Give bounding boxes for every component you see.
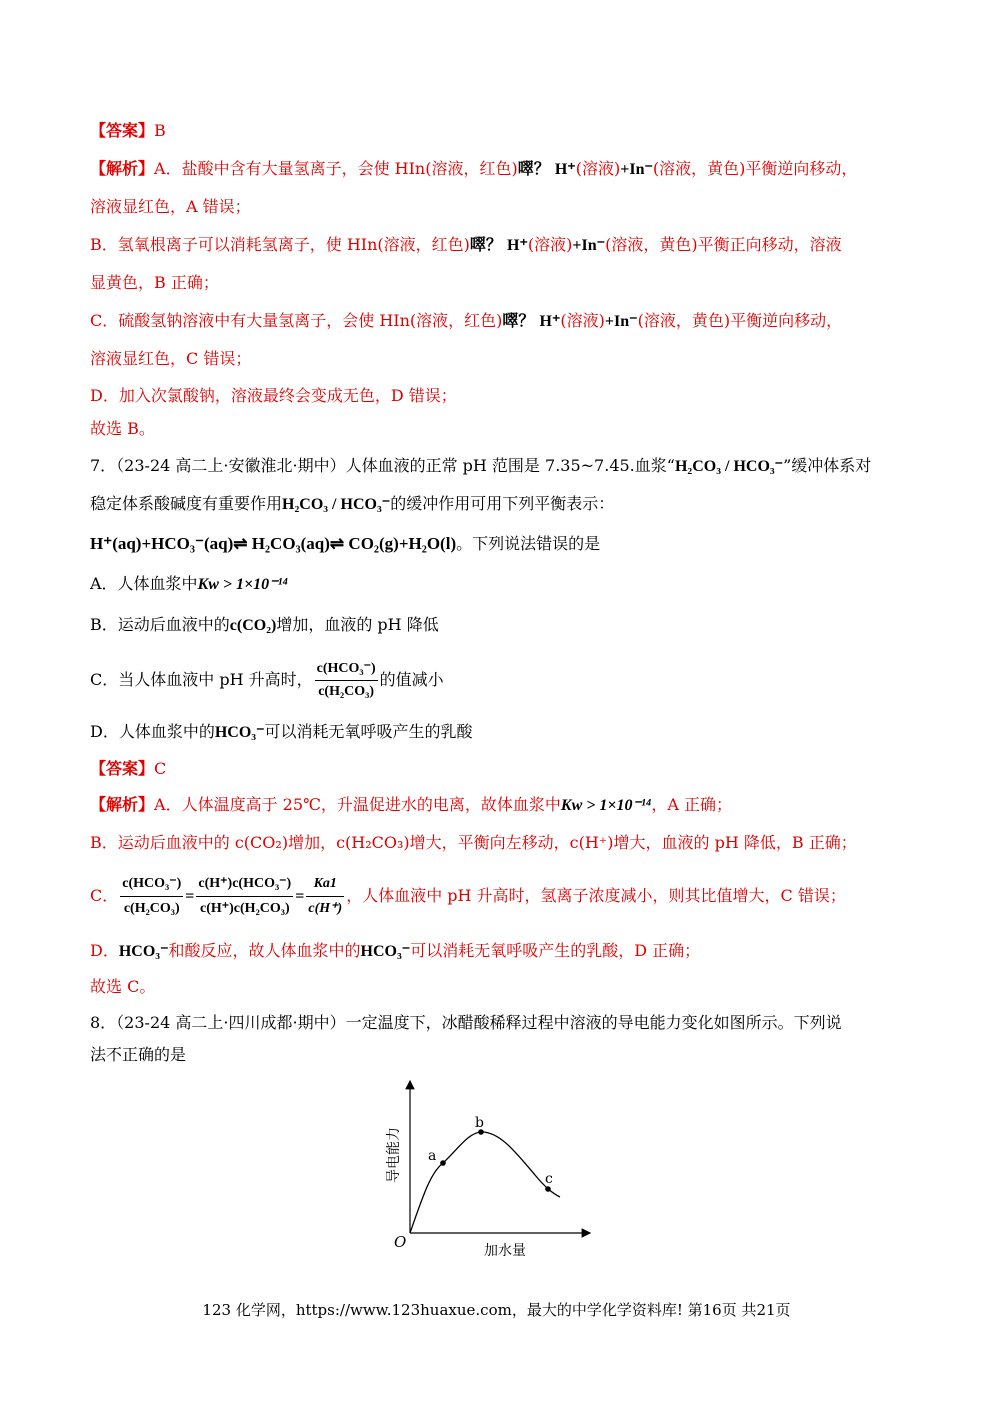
analysis7-d-mid: 和酸反应，故人体血浆中的 (168, 941, 361, 960)
buffer-formula: H₂CO₃ / HCO₃⁻ (282, 496, 391, 513)
answer-label: 【答案】 (90, 121, 155, 140)
analysis-a-line2: 溶液显红色，A 错误； (90, 197, 251, 216)
aq-text: (溶液) (527, 235, 573, 254)
analysis-b-line1 (90, 234, 842, 257)
hco3-formula: HCO₃⁻ (360, 943, 411, 960)
analysis-a-text: A．盐酸中含有大量氢离子，会使 HIn(溶液，红色) (154, 159, 518, 178)
kw-expression: Kw > 1×10⁻¹⁴ (197, 576, 288, 593)
analysis-label: 【解析】 (90, 159, 155, 178)
analysis-a-tail: (溶液，黄色)平衡逆向移动， (652, 159, 858, 178)
fraction-3 (306, 873, 344, 920)
hco3-formula: HCO₃⁻ (214, 724, 265, 741)
conductivity-figure (370, 1075, 600, 1265)
aq-text: (溶液) (560, 311, 605, 330)
analysis7-a (90, 794, 732, 817)
answer-value: B (154, 121, 166, 140)
option-b-tail: 增加，血液的 pH 降低 (276, 615, 439, 634)
analysis-d-line: D．加入次氯酸钠，溶液最终会变成无色，D 错误； (90, 386, 457, 405)
q7-option-b (90, 614, 439, 637)
q7-stem-text: 7．（23-24 高二上·安徽淮北·期中）人体血液的正常 pH 范围是 7.35~7.45.血浆“ (90, 456, 675, 475)
q7-stem-tail: ”缓冲体系对 (783, 456, 872, 475)
analysis-c-line2: 溶液显红色，C 错误； (90, 349, 252, 368)
x-axis-label: 加水量 (484, 1243, 526, 1259)
option-c-tail: 的值减小 (379, 670, 444, 689)
option-b-text: B．运动后血液中的 (90, 615, 230, 634)
q7-stem-text2: 稳定体系酸碱度有重要作用 (90, 494, 283, 513)
answer-value: C (154, 759, 167, 778)
analysis-c-text: C．硫酸氢钠溶液中有大量氢离子，会使 HIn(溶液，红色) (90, 311, 503, 330)
analysis-c-tail: (溶液，黄色)平衡逆向移动， (637, 311, 843, 330)
answer-label: 【答案】 (90, 759, 155, 778)
answer7-line (90, 758, 166, 780)
analysis7-b: B．运动后血液中的 c(CO₂)增加，c(H₂CO₃)增大，平衡向左移动，c(H⁺)增大，血液的 pH 降低，B 正确； (90, 833, 857, 852)
ratio-fraction (315, 659, 378, 702)
point-b-label: b (475, 1115, 484, 1131)
point-c-marker (545, 1186, 551, 1192)
option-d-tail: 可以消耗无氧呼吸产生的乳酸 (264, 722, 473, 741)
analysis7-a-tail: ，A 正确； (651, 795, 732, 814)
q7-option-a (90, 573, 288, 596)
co2-conc: c(CO₂) (229, 617, 277, 634)
in-ion: +In⁻ (572, 237, 606, 254)
analysis-c-line1 (90, 310, 842, 333)
q7-equation-line (90, 533, 600, 555)
aq-text: (溶液) (575, 159, 621, 178)
fraction-numerator: Ka1 (306, 873, 344, 897)
h-ion: H⁺ (507, 237, 528, 254)
fraction-denominator: c(H⁺)c(H₂CO₃) (199, 901, 290, 916)
analysis7-c: C． $\frac{\text{c(HCO₃⁻)}}{\text{c(H₂CO₃)}}$ = $\frac{\text{c(H⁺)c(HCO₃⁻)}}{\text{c(H⁺)c(H₂CO₃)}}$ = $\frac{Ka1}{c(H^+)}$ ，人体血液中 pH 升高时，氢离子浓度减小，则其比值增大，C 错误； (90, 868, 846, 925)
point-c-label: c (545, 1171, 553, 1187)
analysis-b-text: B．氢氧根离子可以消耗氢离子，使 HIn(溶液，红色) (90, 235, 470, 254)
buffer-equation: H⁺(aq)+HCO₃⁻(aq)⇌ H₂CO₃(aq)⇌ CO₂(g)+H₂O(l) (90, 534, 457, 553)
y-axis-label: 导电能力 (386, 1127, 402, 1183)
point-a-label: a (428, 1148, 437, 1164)
in-ion: +In⁻ (620, 161, 653, 178)
fraction-numerator: c(HCO₃⁻) (315, 659, 378, 681)
equilibrium-symbol: 噿？ (502, 311, 535, 330)
analysis7-a-text: A．人体温度高于 25℃，升温促进水的电离，故体血浆中 (154, 795, 561, 814)
fraction-numerator: c(HCO₃⁻) (120, 873, 183, 897)
fraction-1 (120, 873, 183, 920)
kw-expression: Kw > 1×10⁻¹⁴ (560, 797, 652, 814)
fraction-numerator: c(H⁺)c(HCO₃⁻) (196, 873, 293, 897)
analysis7-c-tail: ，人体血液中 pH 升高时，氢离子浓度减小，则其比值增大，C 错误； (346, 886, 846, 905)
q7-option-c (90, 656, 444, 704)
conclusion-7: 故选 C。 (90, 977, 156, 996)
analysis7-d-prefix: D． (90, 941, 119, 960)
analysis-label: 【解析】 (90, 795, 155, 814)
page-footer: 123 化学网，https://www.123huaxue.com，最大的中学化学资料库! 第16页 共21页 (202, 1301, 791, 1319)
analysis7-c-prefix: C． (90, 886, 119, 905)
option-d-text: D．人体血浆中的 (90, 722, 215, 741)
analysis7-d (90, 940, 700, 963)
conclusion-prev: 故选 B。 (90, 419, 155, 438)
q7-option-d (90, 721, 473, 744)
h-ion: H⁺ (554, 161, 576, 178)
option-a-text: A．人体血浆中 (90, 574, 198, 593)
equation-tail: 。下列说法错误的是 (456, 534, 601, 553)
q7-stem-line1 (90, 455, 871, 478)
q7-stem-tail2: 的缓冲作用可用下列平衡表示： (390, 494, 615, 513)
fraction-denominator: c(H₂CO₃) (318, 684, 375, 699)
analysis7-d-tail: 可以消耗无氧呼吸产生的乳酸，D 正确； (410, 941, 701, 960)
origin-label: O (394, 1233, 407, 1251)
hco3-formula: HCO₃⁻ (118, 943, 169, 960)
h-ion: H⁺ (539, 313, 561, 330)
q8-stem-line1: 8．（23-24 高二上·四川成都·期中）一定温度下，冰醋酸稀释过程中溶液的导电能力变化如图所示。下列说 (90, 1013, 842, 1032)
analysis-b-line2: 显黄色，B 正确； (90, 273, 219, 292)
fraction-denominator: c(H⁺) (308, 901, 343, 916)
option-c-text: C．当人体血液中 pH 升高时， (90, 670, 313, 689)
equilibrium-symbol: 噿？ (469, 235, 502, 254)
point-a-marker (440, 1160, 446, 1166)
fraction-denominator: c(H₂CO₃) (123, 901, 180, 916)
analysis-a-line1 (90, 158, 857, 181)
q8-stem-line2: 法不正确的是 (90, 1045, 187, 1064)
equilibrium-symbol: 噿？ (517, 159, 550, 178)
analysis-b-tail: (溶液，黄色)平衡正向移动，溶液 (605, 235, 842, 254)
q7-stem-line2 (90, 493, 614, 516)
answer-line (90, 120, 166, 142)
in-ion: +In⁻ (604, 313, 638, 330)
fraction-2 (196, 873, 293, 920)
buffer-formula: H₂CO₃ / HCO₃⁻ (674, 458, 784, 475)
